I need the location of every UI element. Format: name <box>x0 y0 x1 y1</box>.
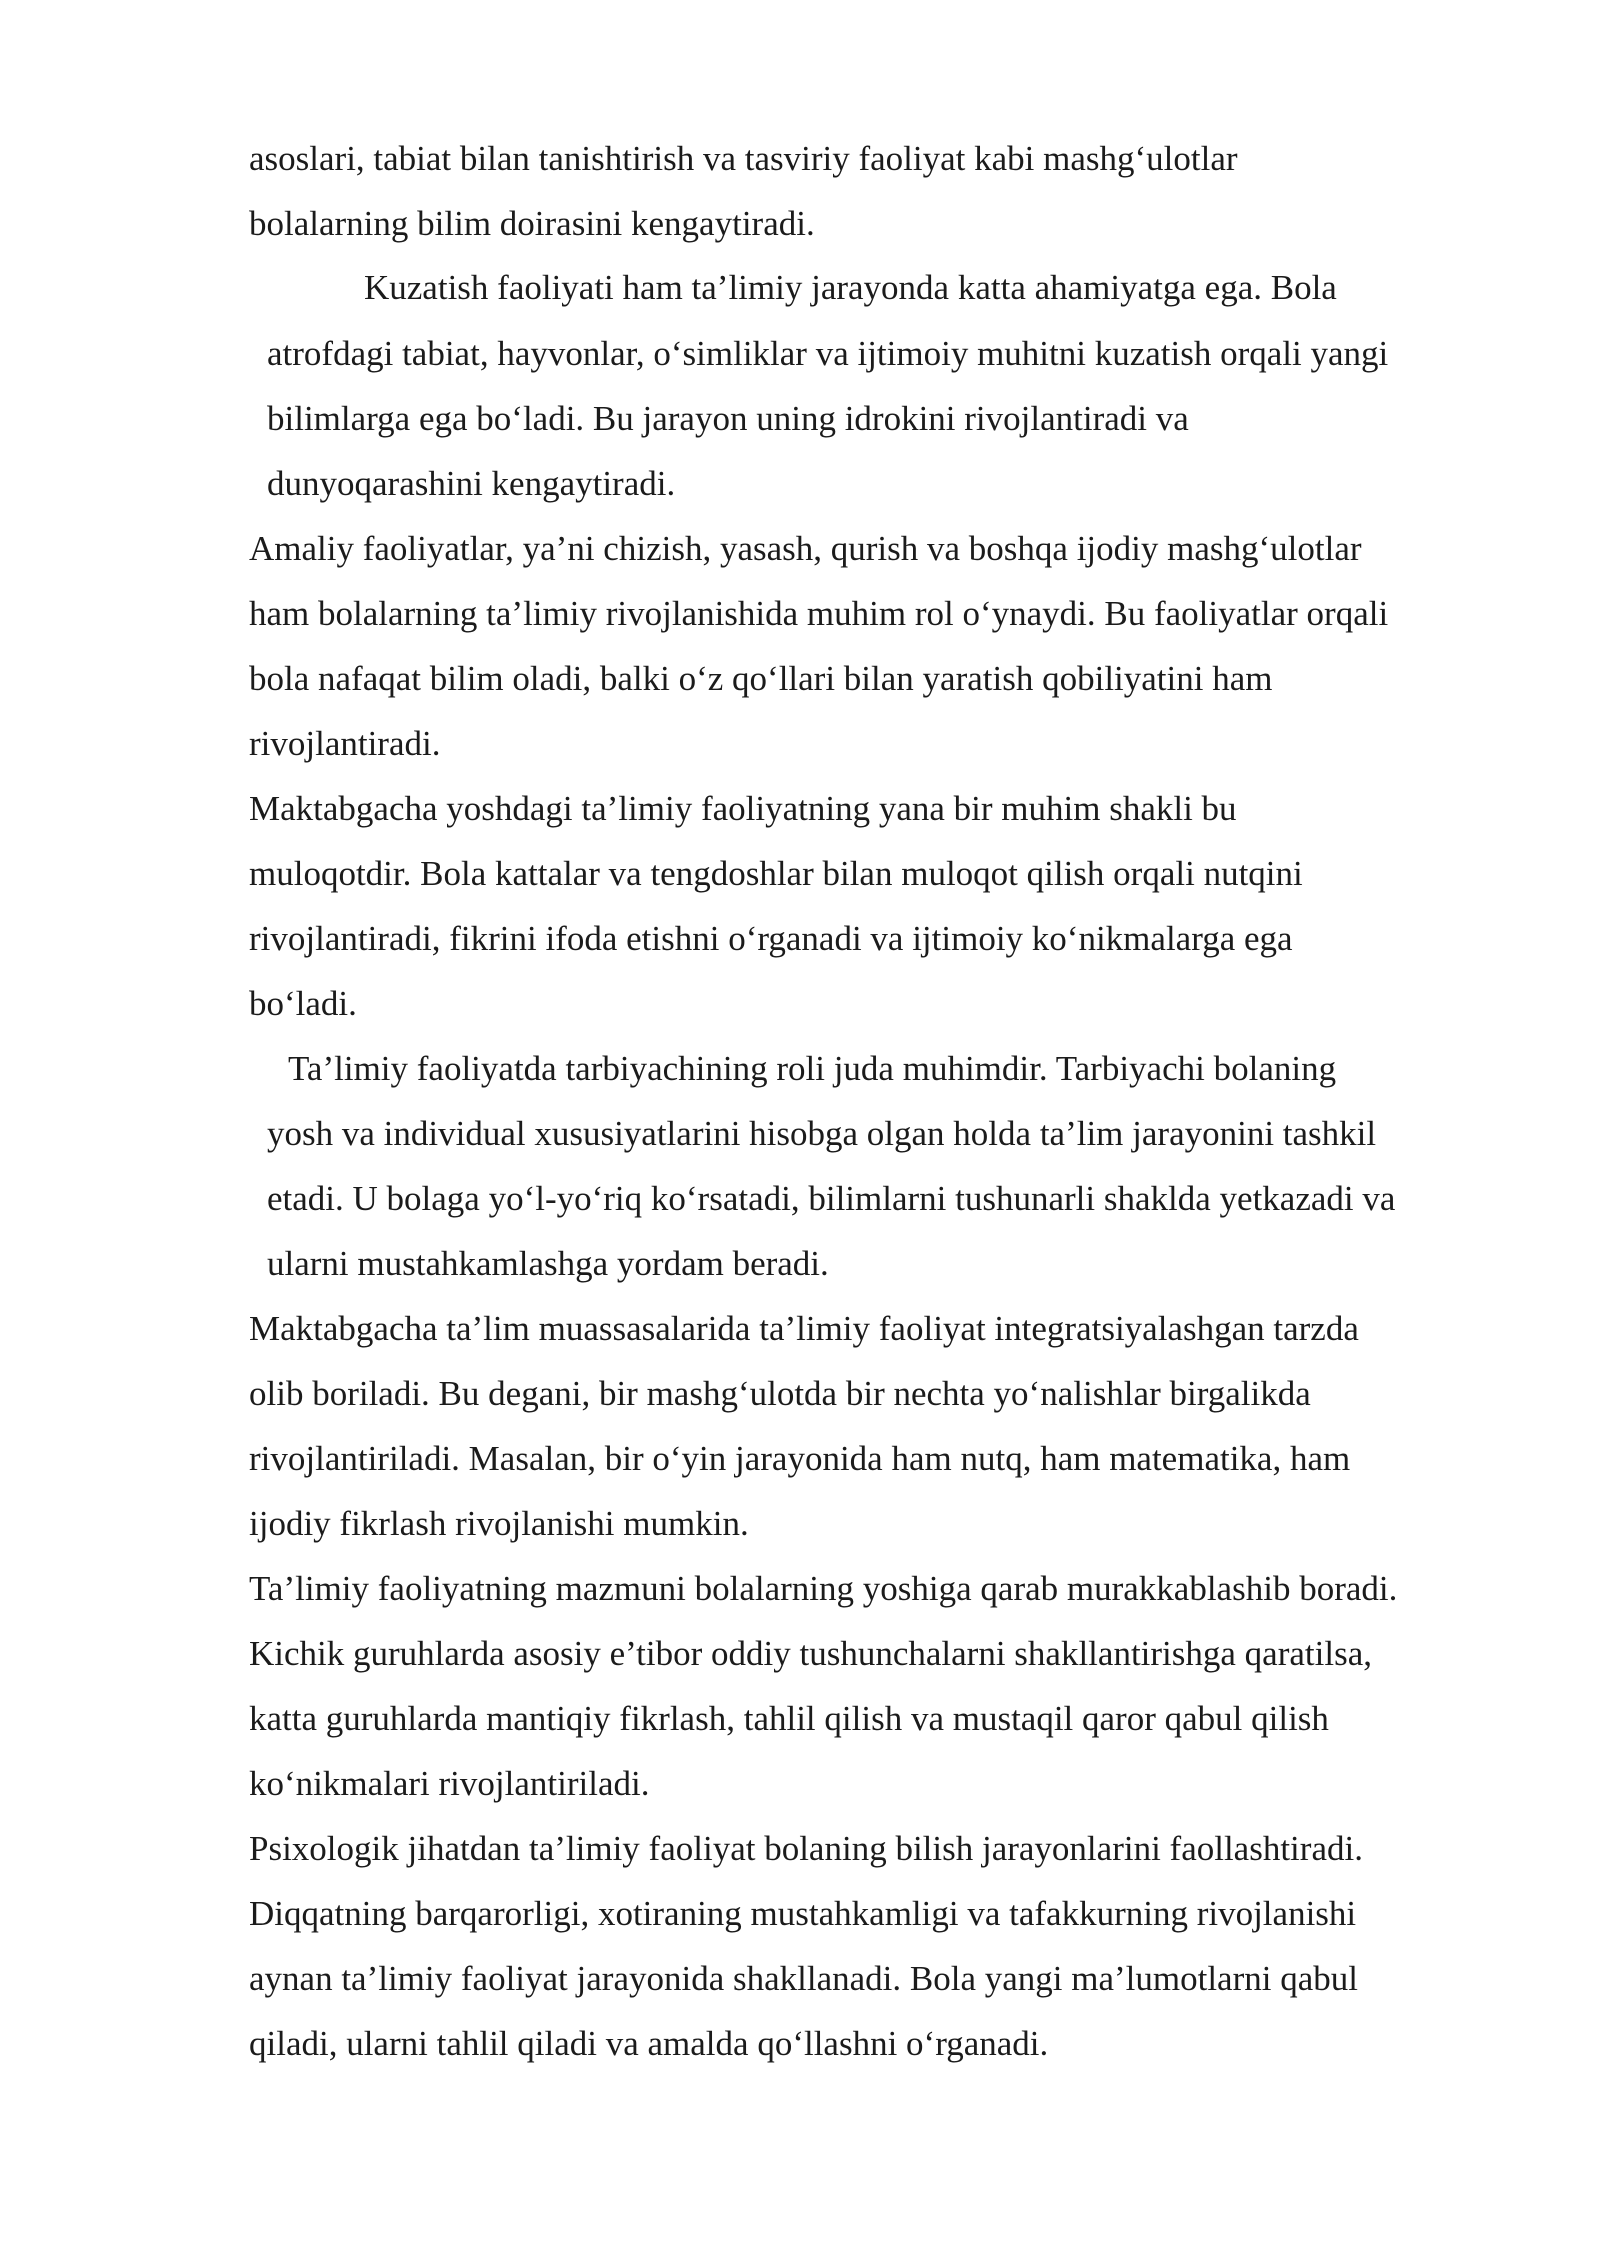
text-line: Kuzatish faoliyati ham ta’limiy jarayonda katta ahamiyatga ega. Bola <box>364 268 1337 307</box>
text-line: ularni mustahkamlashga yordam beradi. <box>267 1244 829 1283</box>
text-line: ko‘nikmalari rivojlantiriladi. <box>249 1764 650 1803</box>
text-line: yosh va individual xususiyatlarini hisobga olgan holda ta’lim jarayonini tashkil <box>267 1114 1377 1153</box>
text-line: olib boriladi. Bu degani, bir mashg‘ulotda bir nechta yo‘nalishlar birgalikda <box>249 1374 1311 1413</box>
text-line: etadi. U bolaga yo‘l-yo‘riq ko‘rsatadi, bilimlarni tushunarli shaklda yetkazadi va <box>267 1179 1396 1218</box>
text-line: rivojlantiradi. <box>249 724 441 763</box>
text-line: bo‘ladi. <box>249 984 357 1023</box>
text-line: asoslari, tabiat bilan tanishtirish va tasviriy faoliyat kabi mashg‘ulotlar <box>249 139 1238 178</box>
text-line: ijodiy fikrlash rivojlanishi mumkin. <box>249 1504 749 1543</box>
text-line: rivojlantiradi, fikrini ifoda etishni o‘rganadi va ijtimoiy ko‘nikmalarga ega <box>249 919 1293 958</box>
text-line: Ta’limiy faoliyatning mazmuni bolalarning yoshiga qarab murakkablashib boradi. <box>249 1569 1398 1608</box>
text-line: bola nafaqat bilim oladi, balki o‘z qo‘llari bilan yaratish qobiliyatini ham <box>249 659 1273 698</box>
text-line: Diqqatning barqarorligi, xotiraning mustahkamligi va tafakkurning rivojlanishi <box>249 1894 1357 1933</box>
text-line: ham bolalarning ta’limiy rivojlanishida muhim rol o‘ynaydi. Bu faoliyatlar orqali <box>249 594 1389 633</box>
text-line: Maktabgacha yoshdagi ta’limiy faoliyatning yana bir muhim shakli bu <box>249 789 1237 828</box>
text-line: qiladi, ularni tahlil qiladi va amalda qo‘llashni o‘rganadi. <box>249 2024 1049 2063</box>
text-line: bolalarning bilim doirasini kengaytiradi. <box>249 204 815 243</box>
text-line: muloqotdir. Bola kattalar va tengdoshlar bilan muloqot qilish orqali nutqini <box>249 854 1303 893</box>
text-line: rivojlantiriladi. Masalan, bir o‘yin jarayonida ham nutq, ham matematika, ham <box>249 1439 1351 1478</box>
text-line: dunyoqarashini kengaytiradi. <box>267 464 676 503</box>
text-line: atrofdagi tabiat, hayvonlar, o‘simliklar va ijtimoiy muhitni kuzatish orqali yangi <box>267 334 1389 373</box>
text-line: aynan ta’limiy faoliyat jarayonida shakllanadi. Bola yangi ma’lumotlarni qabul <box>249 1959 1358 1998</box>
text-line: Amaliy faoliyatlar, ya’ni chizish, yasash, qurish va boshqa ijodiy mashg‘ulotlar <box>249 529 1362 568</box>
text-line: Psixologik jihatdan ta’limiy faoliyat bolaning bilish jarayonlarini faollashtiradi. <box>249 1829 1363 1868</box>
text-line: Maktabgacha ta’lim muassasalarida ta’limiy faoliyat integratsiyalashgan tarzda <box>249 1309 1359 1348</box>
text-line: Ta’limiy faoliyatda tarbiyachining roli juda muhimdir. Tarbiyachi bolaning <box>288 1049 1337 1088</box>
text-line: katta guruhlarda mantiqiy fikrlash, tahlil qilish va mustaqil qaror qabul qilish <box>249 1699 1329 1738</box>
text-line: bilimlarga ega bo‘ladi. Bu jarayon uning idrokini rivojlantiradi va <box>267 399 1189 438</box>
text-line: Kichik guruhlarda asosiy e’tibor oddiy tushunchalarni shakllantirishga qaratilsa, <box>249 1634 1372 1673</box>
